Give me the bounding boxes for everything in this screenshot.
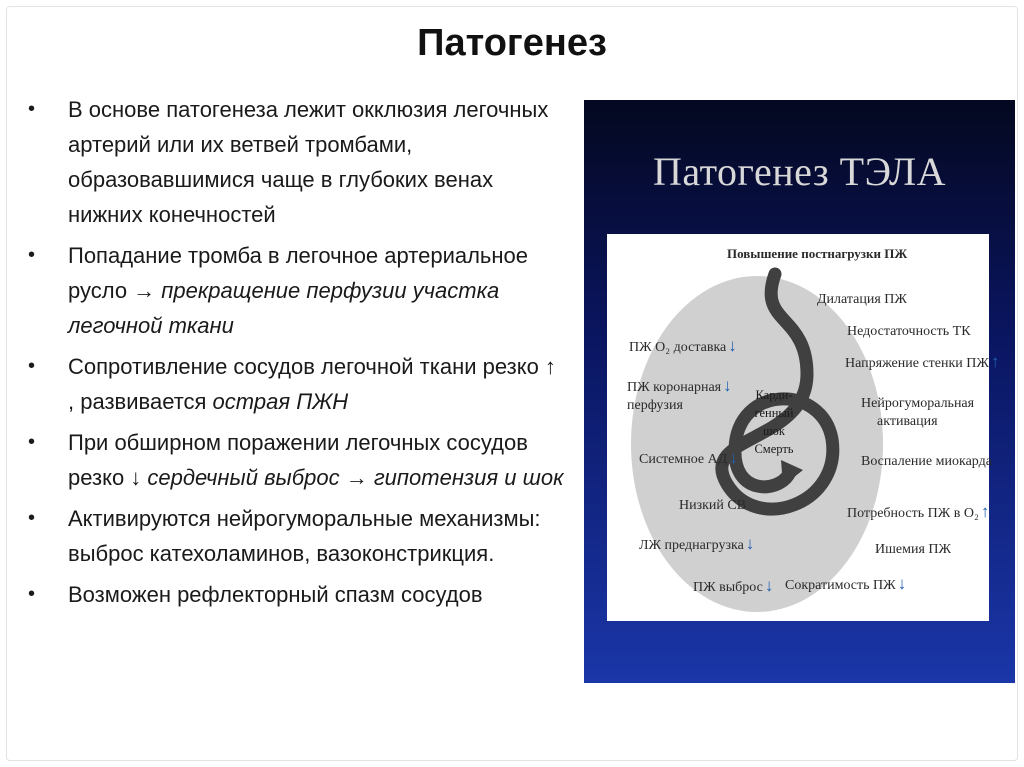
bullet-list bbox=[26, 92, 566, 618]
left-label: ЛЖ преднагрузка ↓ bbox=[639, 534, 755, 553]
bullet-text-italic: сердечный выброс bbox=[147, 465, 340, 490]
bullet-item bbox=[26, 501, 566, 571]
right-label: Воспаление миокарда bbox=[861, 454, 992, 469]
bullet-text: Сопротивление сосудов легочной ткани резко ↑ , развивается bbox=[68, 354, 556, 414]
pathogenesis-image bbox=[584, 100, 1015, 683]
left-label: ПЖ коронарная ↓ bbox=[627, 376, 732, 395]
bullet-text-italic: прекращение перфузии участка легочной ткани bbox=[68, 278, 500, 338]
bullet-text: → bbox=[339, 465, 374, 490]
bullet-item bbox=[26, 349, 566, 419]
top-label: Повышение постнагрузки ПЖ bbox=[727, 246, 908, 261]
bullet-text: Возможен рефлекторный спазм сосудов bbox=[68, 582, 483, 607]
bullet-item bbox=[26, 577, 566, 612]
bullet-text-italic: гипотензия и шок bbox=[373, 465, 564, 490]
right-label: Сократимость ПЖ ↓ bbox=[785, 574, 907, 593]
right-label: Потребность ПЖ в O₂ ↑ bbox=[847, 502, 990, 521]
bullet-text: Активируются нейрогуморальные механизмы: выброс катехоламинов, вазоконстрикция. bbox=[68, 506, 541, 566]
right-label: Ишемия ПЖ bbox=[875, 542, 952, 557]
left-label: ПЖ выброс ↓ bbox=[693, 576, 774, 595]
left-label: ПЖ O₂ доставка ↓ bbox=[629, 336, 737, 355]
right-label: активация bbox=[877, 414, 938, 429]
bullet-item bbox=[26, 238, 566, 343]
bullet-text: Попадание тромба в легочное артериальное русло → bbox=[68, 243, 529, 303]
bullet-text-italic: острая ПЖН bbox=[212, 389, 349, 414]
left-label: перфузия bbox=[627, 398, 683, 413]
left-label: Низкий СВ bbox=[679, 498, 747, 513]
spiral-diagram bbox=[607, 234, 1000, 621]
left-label: Системное АД ↓ bbox=[639, 448, 738, 467]
right-label: Нейрогуморальная bbox=[861, 396, 975, 411]
bullet-text: В основе патогенеза лежит окклюзия легочных артерий или их ветвей тромбами, образовавшимися чаще в глубоких венах нижних конечностей bbox=[68, 97, 549, 227]
right-label: Напряжение стенки ПЖ ↑ bbox=[845, 352, 1000, 371]
bullet-item bbox=[26, 425, 566, 495]
center-label: Карди- генный шок Смерть bbox=[754, 388, 794, 456]
bullet-text: При обширном поражении легочных сосудов резко ↓ bbox=[68, 430, 528, 490]
bullet-item bbox=[26, 92, 566, 232]
right-label: Недостаточность ТК bbox=[847, 324, 971, 339]
image-title: Патогенез ТЭЛА bbox=[653, 149, 946, 194]
slide-title: Патогенез bbox=[417, 22, 607, 64]
right-label: Дилатация ПЖ bbox=[817, 292, 907, 307]
